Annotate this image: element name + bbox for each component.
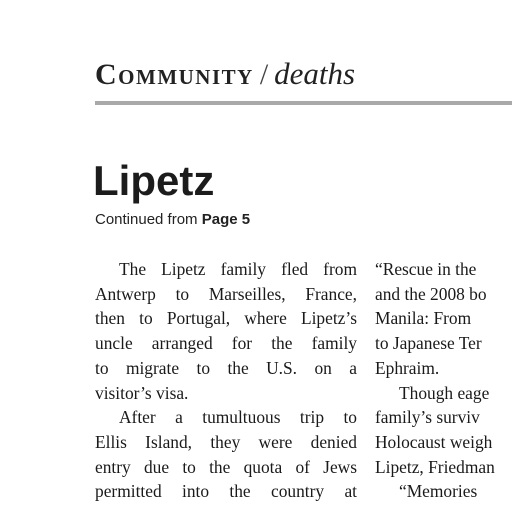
header-rule [95,101,512,105]
column-line: Lipetz, Friedman [375,456,495,477]
column-line: Ellis Island, they were denied [95,431,357,452]
column-line: Antwerp to Marseilles, France, [95,283,357,304]
section-subname: deaths [274,56,356,91]
column-line: entry due to the quota of Jews [95,456,357,477]
column-line: and the 2008 bo [375,283,487,304]
continued-page-link[interactable]: Page 5 [201,211,251,228]
column-line: Ephraim. [375,357,440,378]
column-line: Manila: From [375,308,472,329]
section-name: Community [95,58,254,91]
column-line: family’s surviv [375,407,480,428]
continued-prefix: Continued from [95,211,202,228]
column-line: The Lipetz family fled from [119,259,357,279]
column-line: to Japanese Ter [375,333,482,354]
column-line: “Rescue in the [375,259,477,279]
column-line: After a tumultuous trip to [119,407,357,428]
article-headline: Lipetz [93,157,215,204]
section-header [95,58,355,90]
article-column-2 [375,257,512,504]
column-line: “Memories [399,481,478,502]
column-line: to migrate to the U.S. on a [95,357,357,378]
column-line: uncle arranged for the family [95,333,357,354]
section-separator: / [259,58,269,91]
column-line: permitted into the country at [95,481,357,502]
continued-from [95,212,250,227]
column-line: visitor’s visa. [95,382,189,403]
column-line: Though eage [399,382,490,403]
column-line: then to Portugal, where Lipetz’s [95,308,357,329]
column-line: Holocaust weigh [375,431,493,452]
article-column-1 [95,257,357,504]
